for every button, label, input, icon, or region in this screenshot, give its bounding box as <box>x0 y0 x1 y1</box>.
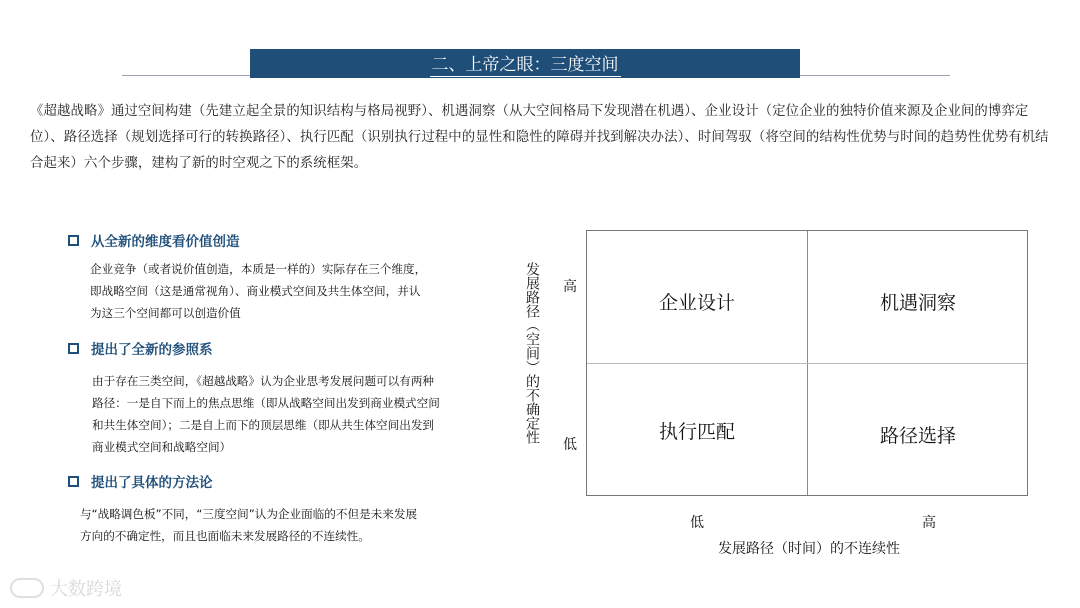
x-axis-label: 发展路径（时间）的不连续性 <box>718 541 900 557</box>
square-bullet-icon <box>68 343 79 354</box>
quadrant-bottom-left: 执行匹配 <box>658 420 735 443</box>
section-heading-1 <box>68 230 240 250</box>
section-heading-3-text: 提出了具体的方法论 <box>91 475 213 491</box>
section-body-2: 由于存在三类空间，《超越战略》认为企业思考发展问题可以有两种路径：一是自下而上的焦点思维（即从战略空间出发到商业模式空间和共生体空间）；二是自上而下的顶层思维（即从共生体空间出发到商业模式空间和战略空间） <box>92 374 440 454</box>
section-heading-2 <box>68 338 213 358</box>
section-heading-2-text: 提出了全新的参照系 <box>91 342 213 358</box>
quadrant-bottom-right: 路径选择 <box>879 424 956 447</box>
page-title-banner <box>250 49 800 78</box>
square-bullet-icon <box>68 235 79 246</box>
x-tick-low: 低 <box>690 515 704 531</box>
y-tick-high: 高 <box>563 279 577 295</box>
watermark-logo-icon <box>10 578 44 598</box>
section-heading-3 <box>68 471 213 491</box>
section-body-1: 企业竞争（或者说价值创造，本质是一样的）实际存在三个维度，即战略空间（这是通常视角）、商业模式空间及共生体空间，并认为这三个空间都可以创造价值 <box>90 262 427 320</box>
quadrant-top-right: 机遇洞察 <box>879 291 956 314</box>
x-tick-high: 高 <box>922 515 936 531</box>
quadrant-top-left: 企业设计 <box>658 291 735 314</box>
intro-paragraph: 《超越战略》通过空间构建（先建立起全景的知识结构与格局视野）、机遇洞察（从大空间格局下发现潜在机遇）、企业设计（定位企业的独特价值来源及企业间的博弈定位）、路径选择（规划选择可行的转换路径）、执行匹配（识别执行过程中的显性和隐性的障碍并找到解决办法）、时间驾驭（将空间的结构性优势与时间的趋势性优势有机结合起来）六个步骤，建构了新的时空观之下的系统框架。 <box>30 104 1049 171</box>
square-bullet-icon <box>68 476 79 487</box>
section-heading-1-text: 从全新的维度看价值创造 <box>91 234 240 250</box>
y-axis-label: 发展路径（空间）的不确定性 <box>524 262 540 444</box>
watermark-text: 大数跨境 <box>50 579 122 600</box>
page-title: 二、上帝之眼：三度空间 <box>430 50 621 77</box>
quadrant-matrix <box>586 230 1028 496</box>
watermark <box>10 575 122 601</box>
section-body-3: 与“战略调色板”不同，“三度空间”认为企业面临的不但是未来发展方向的不确定性，而且也面临未来发展路径的不连续性。 <box>80 507 418 543</box>
y-tick-low: 低 <box>563 437 577 453</box>
